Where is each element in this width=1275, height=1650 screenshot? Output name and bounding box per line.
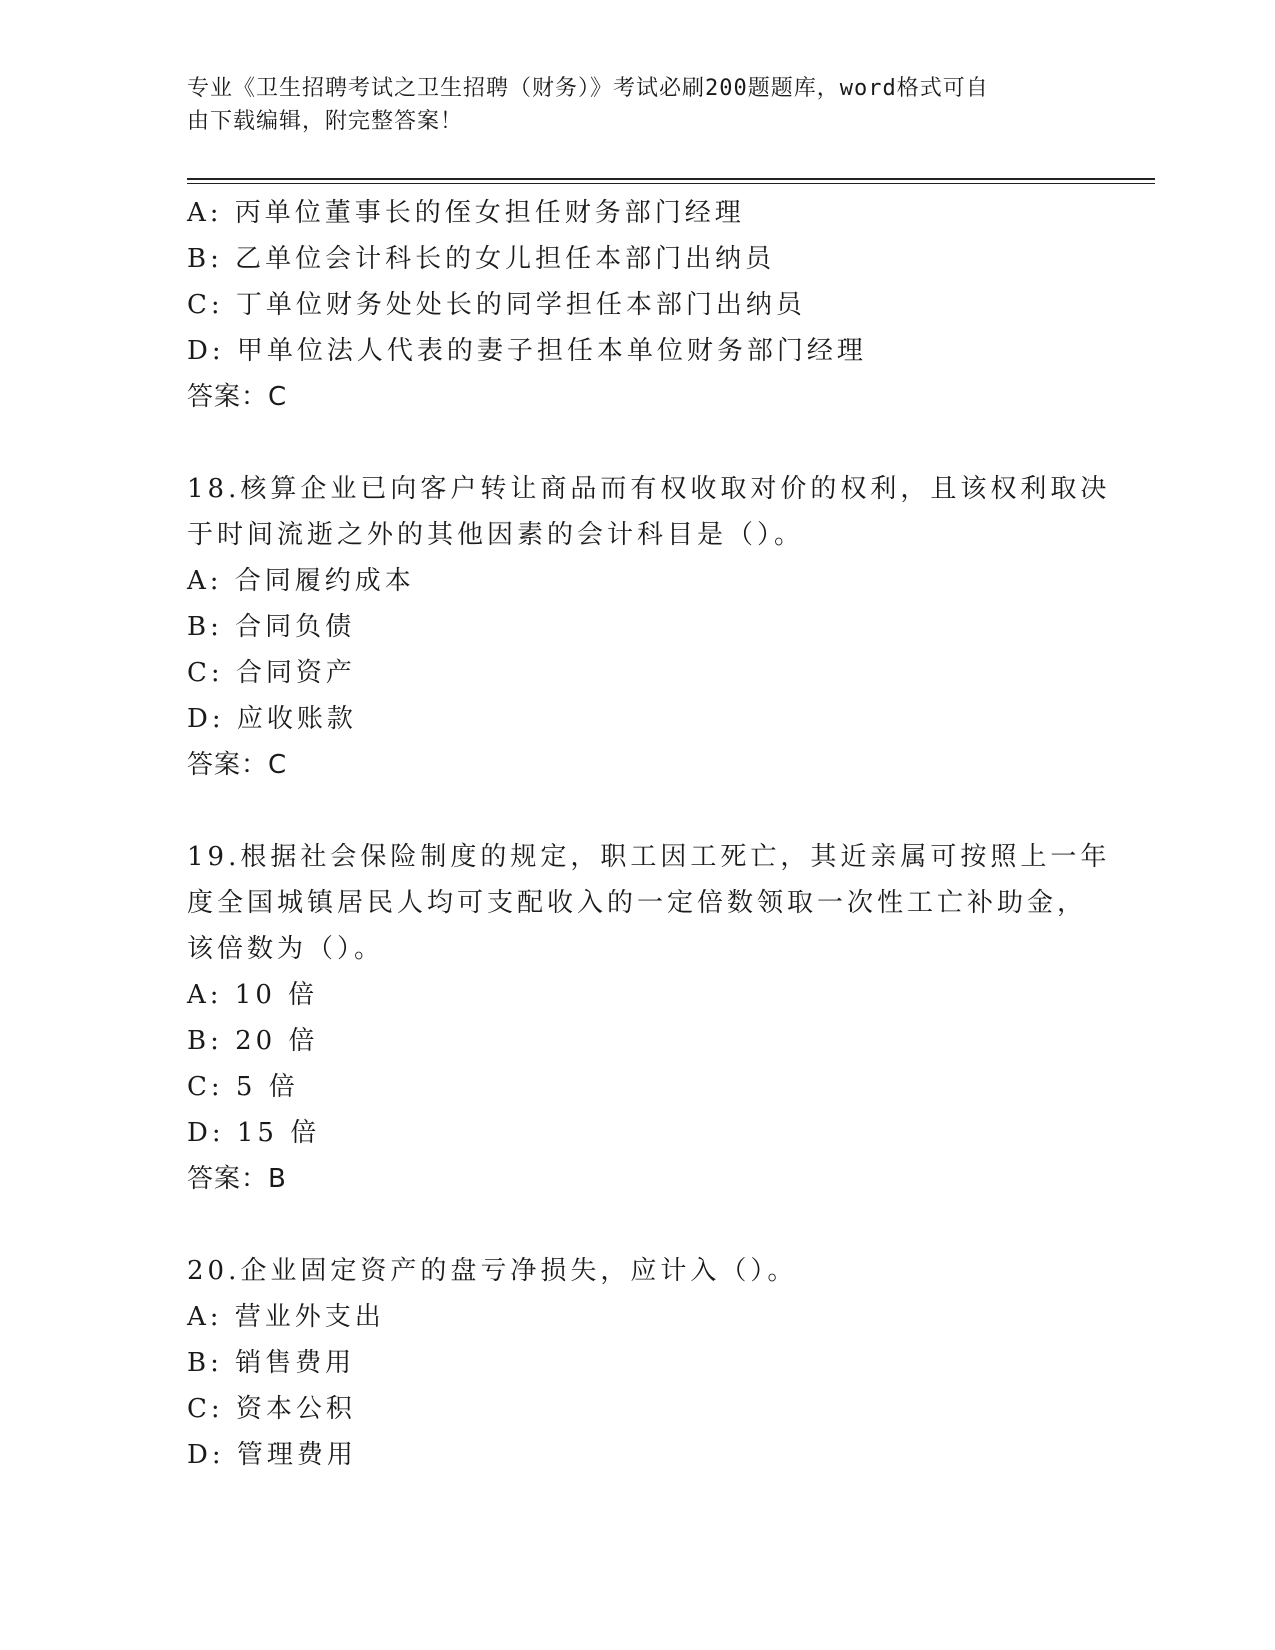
header-rule-thick (187, 178, 1155, 180)
spacer (187, 420, 1087, 466)
option-b: B: 乙单位会计科长的女儿担任本部门出纳员 (187, 244, 776, 274)
option-b: B: 销售费用 (187, 1348, 356, 1378)
option-c: C: 合同资产 (187, 658, 356, 688)
spacer (187, 1202, 1087, 1248)
option-b: B: 合同负债 (187, 612, 356, 642)
answer: 答案：C (187, 382, 288, 412)
answer: 答案：C (187, 750, 288, 780)
question-stem-line: 18.核算企业已向客户转让商品而有权收取对价的权利，且该权利取决 (187, 474, 1111, 504)
question-20 (187, 1248, 1087, 1478)
question-stem-line: 度全国城镇居民人均可支配收入的一定倍数领取一次性工亡补助金， (187, 888, 1088, 918)
option-a: A: 10 倍 (187, 980, 319, 1010)
header-line-1: 专业《卫生招聘考试之卫生招聘（财务）》考试必刷200题题库，word格式可自 (187, 76, 989, 101)
question-17 (187, 190, 1087, 420)
option-d: D: 应收账款 (187, 704, 357, 734)
option-d: D: 15 倍 (187, 1118, 321, 1148)
header-line-2: 由下载编辑，附完整答案！ (187, 109, 464, 134)
question-stem-line: 该倍数为（）。 (187, 934, 385, 964)
option-c: C: 资本公积 (187, 1394, 356, 1424)
option-a: A: 丙单位董事长的侄女担任财务部门经理 (187, 198, 745, 228)
answer: 答案：B (187, 1164, 287, 1194)
header-rule-thin (187, 183, 1155, 184)
option-c: C: 5 倍 (187, 1072, 299, 1102)
question-18 (187, 466, 1111, 788)
option-d: D: 管理费用 (187, 1440, 357, 1470)
question-19 (187, 834, 1111, 1202)
question-stem-line: 19.根据社会保险制度的规定，职工因工死亡，其近亲属可按照上一年 (187, 842, 1111, 872)
question-list (187, 190, 1111, 1478)
option-a: A: 营业外支出 (187, 1302, 385, 1332)
option-c: C: 丁单位财务处处长的同学担任本部门出纳员 (187, 290, 806, 320)
spacer (187, 788, 1087, 834)
document-header (187, 72, 1067, 138)
question-stem-line: 于时间流逝之外的其他因素的会计科目是（）。 (187, 520, 805, 550)
option-a: A: 合同履约成本 (187, 566, 415, 596)
option-d: D: 甲单位法人代表的妻子担任本单位财务部门经理 (187, 336, 867, 366)
option-b: B: 20 倍 (187, 1026, 319, 1056)
question-stem-line: 20.企业固定资产的盘亏净损失，应计入（）。 (187, 1256, 798, 1286)
